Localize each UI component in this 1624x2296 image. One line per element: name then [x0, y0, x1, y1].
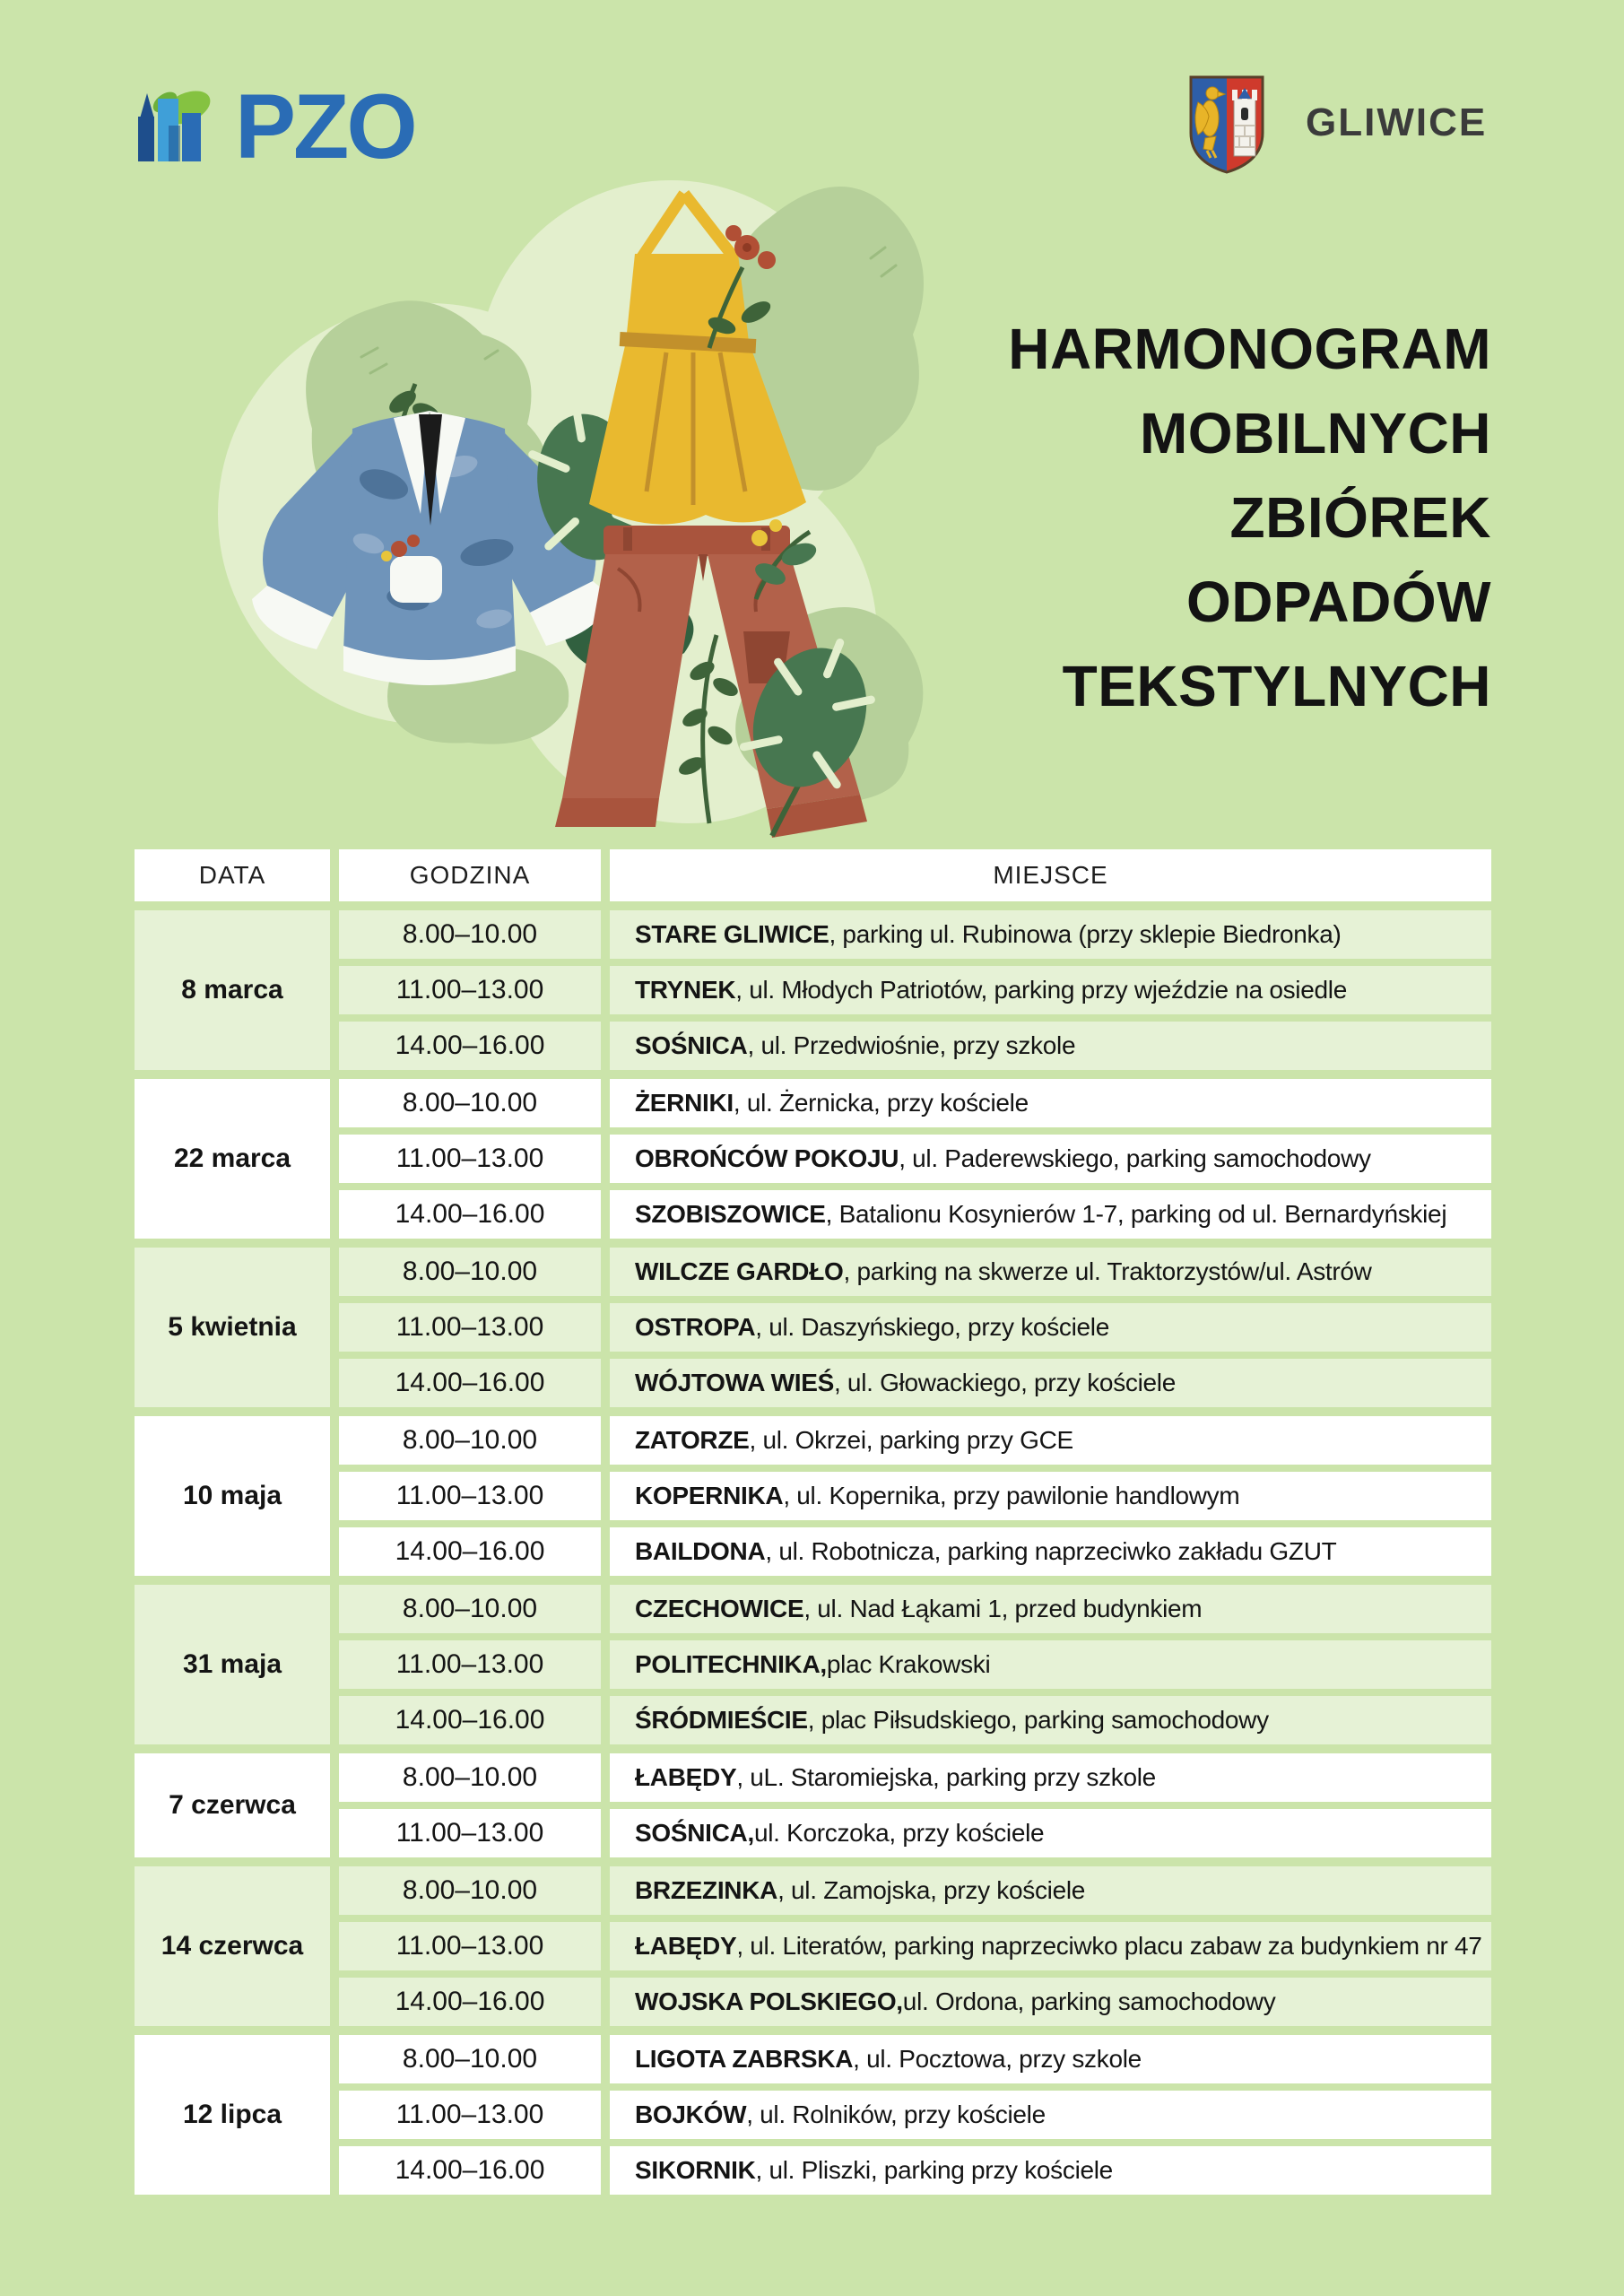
place-cell [610, 1585, 1491, 1633]
place-name: SOŚNICA, [635, 1819, 754, 1847]
column-header-data: DATA [135, 849, 330, 901]
group-rows [339, 1079, 1491, 1239]
title-line: TEKSTYLNYCH [1062, 654, 1491, 718]
time-cell: 11.00–13.00 [339, 2091, 601, 2139]
place-details: ul. Korczoka, przy kościele [753, 1819, 1045, 1847]
date-cell: 7 czerwca [135, 1753, 330, 1857]
time-cell: 14.00–16.00 [339, 1978, 601, 2026]
place-name: WOJSKA POLSKIEGO, [635, 1987, 903, 2015]
place-details: , ul. Literatów, parking naprzeciwko placu zabaw za budynkiem nr 47 [736, 1932, 1482, 1960]
place-cell [610, 966, 1491, 1014]
schedule-row [339, 910, 1491, 959]
schedule-row [339, 1079, 1491, 1127]
schedule-group [135, 1753, 1491, 1857]
place-cell [610, 1359, 1491, 1407]
place-details: , ul. Robotnicza, parking naprzeciwko zakładu GZUT [765, 1537, 1337, 1565]
place-details: , ul. Nad Łąkami 1, przed budynkiem [803, 1595, 1203, 1622]
place-name: STARE GLIWICE [635, 920, 829, 948]
time-cell: 14.00–16.00 [339, 1359, 601, 1407]
time-cell: 14.00–16.00 [339, 1022, 601, 1070]
place-name: SZOBISZOWICE [635, 1200, 826, 1228]
place-cell [610, 1978, 1491, 2026]
place-details: , ul. Żernicka, przy kościele [733, 1089, 1029, 1117]
place-name: LIGOTA ZABRSKA [635, 2045, 854, 2073]
time-cell: 8.00–10.00 [339, 1585, 601, 1633]
group-rows [339, 1585, 1491, 1744]
time-cell: 8.00–10.00 [339, 1753, 601, 1802]
place-name: KOPERNIKA [635, 1482, 784, 1509]
time-cell: 8.00–10.00 [339, 1416, 601, 1465]
place-details: , parking ul. Rubinowa (przy sklepie Biedronka) [829, 920, 1342, 948]
time-cell: 11.00–13.00 [339, 1809, 601, 1857]
time-cell: 14.00–16.00 [339, 1190, 601, 1239]
schedule-group [135, 1416, 1491, 1576]
schedule-group [135, 1585, 1491, 1744]
place-details: , parking na skwerze ul. Traktorzystów/ul. Astrów [843, 1257, 1372, 1285]
pzo-city-leaf-icon [133, 83, 228, 165]
place-name: ŁABĘDY [635, 1932, 737, 1960]
place-name: ŁABĘDY [635, 1763, 737, 1791]
date-cell: 8 marca [135, 910, 330, 1070]
schedule-group [135, 910, 1491, 1070]
schedule-row [339, 1359, 1491, 1407]
city-name: GLIWICE [1306, 100, 1488, 144]
schedule-row [339, 1472, 1491, 1520]
place-details: , Batalionu Kosynierów 1-7, parking od ul. Bernardyńskiej [825, 1200, 1447, 1228]
place-name: ŻERNIKI [635, 1089, 734, 1117]
time-cell: 11.00–13.00 [339, 1922, 601, 1970]
schedule-row [339, 1978, 1491, 2026]
clothes-and-plants-illustration [218, 133, 946, 843]
group-rows [339, 910, 1491, 1070]
schedule-row [339, 1585, 1491, 1633]
schedule-row [339, 1135, 1491, 1183]
schedule-row [339, 1640, 1491, 1689]
group-rows [339, 1753, 1491, 1857]
place-name: TRYNEK [635, 976, 736, 1004]
place-cell [610, 2146, 1491, 2195]
time-cell: 8.00–10.00 [339, 1248, 601, 1296]
place-details: plac Krakowski [826, 1650, 991, 1678]
place-cell [610, 910, 1491, 959]
group-rows [339, 1248, 1491, 1407]
place-name: OBROŃCÓW POKOJU [635, 1144, 899, 1172]
schedule-group [135, 2035, 1491, 2195]
schedule-row [339, 1303, 1491, 1352]
place-name: BOJKÓW [635, 2100, 747, 2128]
schedule-table-body [135, 910, 1491, 2195]
place-name: WÓJTOWA WIEŚ [635, 1369, 834, 1396]
time-cell: 8.00–10.00 [339, 1866, 601, 1915]
title-line: ODPADÓW [1185, 570, 1491, 634]
group-rows [339, 1416, 1491, 1576]
group-rows [339, 1866, 1491, 2026]
place-name: BAILDONA [635, 1537, 766, 1565]
schedule-group [135, 1079, 1491, 1239]
time-cell: 14.00–16.00 [339, 2146, 601, 2195]
place-cell [610, 1190, 1491, 1239]
date-cell: 5 kwietnia [135, 1248, 330, 1407]
place-name: SIKORNIK [635, 2156, 756, 2184]
place-details: , ul. Głowackiego, przy kościele [833, 1369, 1176, 1396]
schedule-row [339, 1527, 1491, 1576]
place-details: , plac Piłsudskiego, parking samochodowy [807, 1706, 1269, 1734]
time-cell: 8.00–10.00 [339, 910, 601, 959]
place-name: ZATORZE [635, 1426, 750, 1454]
page-title [864, 307, 1491, 728]
schedule-row [339, 2035, 1491, 2083]
place-cell [610, 1866, 1491, 1915]
schedule-row [339, 1753, 1491, 1802]
time-cell: 8.00–10.00 [339, 1079, 601, 1127]
schedule-table [135, 849, 1491, 2204]
place-name: POLITECHNIKA, [635, 1650, 827, 1678]
title-line: MOBILNYCH [1139, 401, 1491, 465]
group-rows [339, 2035, 1491, 2195]
place-name: BRZEZINKA [635, 1876, 778, 1904]
schedule-row [339, 1190, 1491, 1239]
date-cell: 14 czerwca [135, 1866, 330, 2026]
place-details: , ul. Młodych Patriotów, parking przy wjeździe na osiedle [735, 976, 1347, 1004]
place-details: , ul. Kopernika, przy pawilonie handlowym [783, 1482, 1240, 1509]
place-cell [610, 1248, 1491, 1296]
schedule-row [339, 2091, 1491, 2139]
place-cell [610, 2035, 1491, 2083]
place-cell [610, 1753, 1491, 1802]
date-cell: 31 maja [135, 1585, 330, 1744]
place-cell [610, 1527, 1491, 1576]
schedule-row [339, 1022, 1491, 1070]
place-details: ul. Ordona, parking samochodowy [902, 1987, 1276, 2015]
place-cell [610, 1472, 1491, 1520]
place-details: , ul. Przedwiośnie, przy szkole [747, 1031, 1076, 1059]
schedule-row [339, 1696, 1491, 1744]
place-cell [610, 1696, 1491, 1744]
time-cell: 11.00–13.00 [339, 1640, 601, 1689]
place-cell [610, 1022, 1491, 1070]
place-name: SOŚNICA [635, 1031, 748, 1059]
place-cell [610, 1640, 1491, 1689]
place-details: , ul. Paderewskiego, parking samochodowy [899, 1144, 1371, 1172]
column-header-godzina: GODZINA [339, 849, 601, 901]
column-header-miejsce: MIEJSCE [610, 849, 1491, 901]
time-cell: 11.00–13.00 [339, 1135, 601, 1183]
gliwice-coat-of-arms-icon [1185, 72, 1268, 174]
schedule-row [339, 1416, 1491, 1465]
place-details: , ul. Daszyńskiego, przy kościele [755, 1313, 1109, 1341]
place-cell [610, 1922, 1491, 1970]
schedule-group [135, 1866, 1491, 2026]
schedule-table-header [135, 849, 1491, 901]
time-cell: 11.00–13.00 [339, 1303, 601, 1352]
place-cell [610, 1416, 1491, 1465]
time-cell: 8.00–10.00 [339, 2035, 601, 2083]
place-cell [610, 1809, 1491, 1857]
place-name: OSTROPA [635, 1313, 756, 1341]
place-name: ŚRÓDMIEŚCIE [635, 1706, 808, 1734]
date-cell: 12 lipca [135, 2035, 330, 2195]
place-cell [610, 2091, 1491, 2139]
time-cell: 14.00–16.00 [339, 1696, 601, 1744]
place-details: , ul. Okrzei, parking przy GCE [749, 1426, 1073, 1454]
title-line: HARMONOGRAM [1008, 317, 1491, 381]
place-cell [610, 1135, 1491, 1183]
schedule-row [339, 966, 1491, 1014]
date-cell: 22 marca [135, 1079, 330, 1239]
place-name: WILCZE GARDŁO [635, 1257, 844, 1285]
title-line: ZBIÓREK [1229, 485, 1491, 550]
place-cell [610, 1303, 1491, 1352]
schedule-row [339, 1866, 1491, 1915]
time-cell: 11.00–13.00 [339, 966, 601, 1014]
schedule-row [339, 1809, 1491, 1857]
time-cell: 14.00–16.00 [339, 1527, 601, 1576]
time-cell: 11.00–13.00 [339, 1472, 601, 1520]
gliwice-logo [1185, 72, 1487, 174]
schedule-row [339, 2146, 1491, 2195]
place-details: , ul. Zamojska, przy kościele [777, 1876, 1086, 1904]
place-name: CZECHOWICE [635, 1595, 804, 1622]
schedule-row [339, 1248, 1491, 1296]
schedule-row [339, 1922, 1491, 1970]
date-cell: 10 maja [135, 1416, 330, 1576]
place-details: , ul. Pocztowa, przy szkole [853, 2045, 1142, 2073]
place-details: , uL. Staromiejska, parking przy szkole [736, 1763, 1156, 1791]
place-cell [610, 1079, 1491, 1127]
schedule-group [135, 1248, 1491, 1407]
pzo-logo-text: PZO [235, 75, 415, 178]
place-details: , ul. Rolników, przy kościele [746, 2100, 1046, 2128]
place-details: , ul. Pliszki, parking przy kościele [755, 2156, 1113, 2184]
